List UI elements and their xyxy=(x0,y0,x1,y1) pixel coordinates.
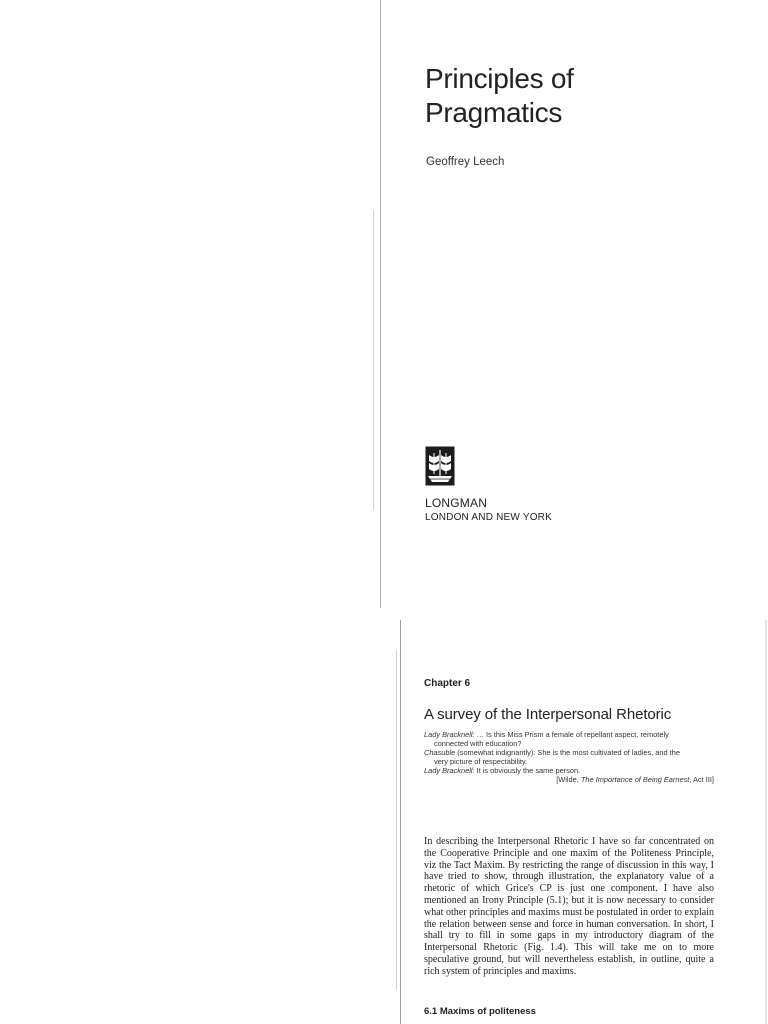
publisher-name: LONGMAN xyxy=(425,496,488,510)
citation-suffix: , Act III] xyxy=(689,775,714,784)
chapter-page xyxy=(0,620,768,1024)
book-title-line-1: Principles of xyxy=(425,63,574,94)
epigraph-line xyxy=(424,766,714,775)
epigraph-text: It is obviously the same person. xyxy=(474,766,581,775)
scan-gutter-line xyxy=(400,620,401,1024)
body-paragraph: In describing the Interpersonal Rhetoric I have so far concentrated on the Cooperative Principle and one maxim of the Politeness Principle, viz the Tact Maxim. By restricting the range of discussion in this way, I have tried to show, through illustration, the explanatory value of a rhetoric of which Grice's CP is just one component. I have also mentioned an Irony Principle (5.1); but it is now necessary to consider what other principles and maxims must be postulated in order to explain the relation between sense and force in human conversation. In short, I shall try to fill in some gaps in my introductory diagram of the Interpersonal Rhetoric (Fig. 1.4). This will take me on to more speculative ground, but will nevertheless establish, in outline, quite a rich system of principles and maxims. xyxy=(424,836,714,977)
epigraph-speaker: Lady Bracknell: xyxy=(424,766,475,775)
epigraph-line: connected with education? xyxy=(434,739,522,748)
scan-gutter-line xyxy=(380,0,381,608)
book-title xyxy=(425,62,574,130)
section-heading: 6.1 Maxims of politeness xyxy=(424,1006,536,1017)
scan-gutter-line xyxy=(396,650,397,990)
epigraph-text: … Is this Miss Prism a female of repellant aspect, remotely xyxy=(474,730,669,739)
epigraph-speaker: Lady Bracknell: xyxy=(424,730,475,739)
citation-prefix: [Wilde, xyxy=(556,775,581,784)
epigraph-line: very picture of respectability. xyxy=(434,757,528,766)
publisher-location: LONDON AND NEW YORK xyxy=(425,512,552,523)
scan-edge-line xyxy=(765,620,767,1024)
epigraph-text: She is the most cultivated of ladies, and the xyxy=(535,748,680,757)
epigraph-citation xyxy=(424,775,714,784)
chapter-title: A survey of the Interpersonal Rhetoric xyxy=(424,706,672,723)
scan-gutter-line xyxy=(373,210,374,510)
chapter-label: Chapter 6 xyxy=(424,678,471,689)
citation-work: The Importance of Being Earnest xyxy=(580,775,690,784)
longman-ship-logo-icon xyxy=(425,446,455,486)
epigraph xyxy=(424,730,714,784)
author-name: Geoffrey Leech xyxy=(426,156,505,168)
epigraph-stage-direction: (somewhat indignantly): xyxy=(455,748,536,757)
epigraph-line xyxy=(424,748,714,757)
epigraph-line xyxy=(424,730,714,739)
book-title-line-2: Pragmatics xyxy=(425,97,563,128)
epigraph-speaker: Chasuble xyxy=(424,748,456,757)
